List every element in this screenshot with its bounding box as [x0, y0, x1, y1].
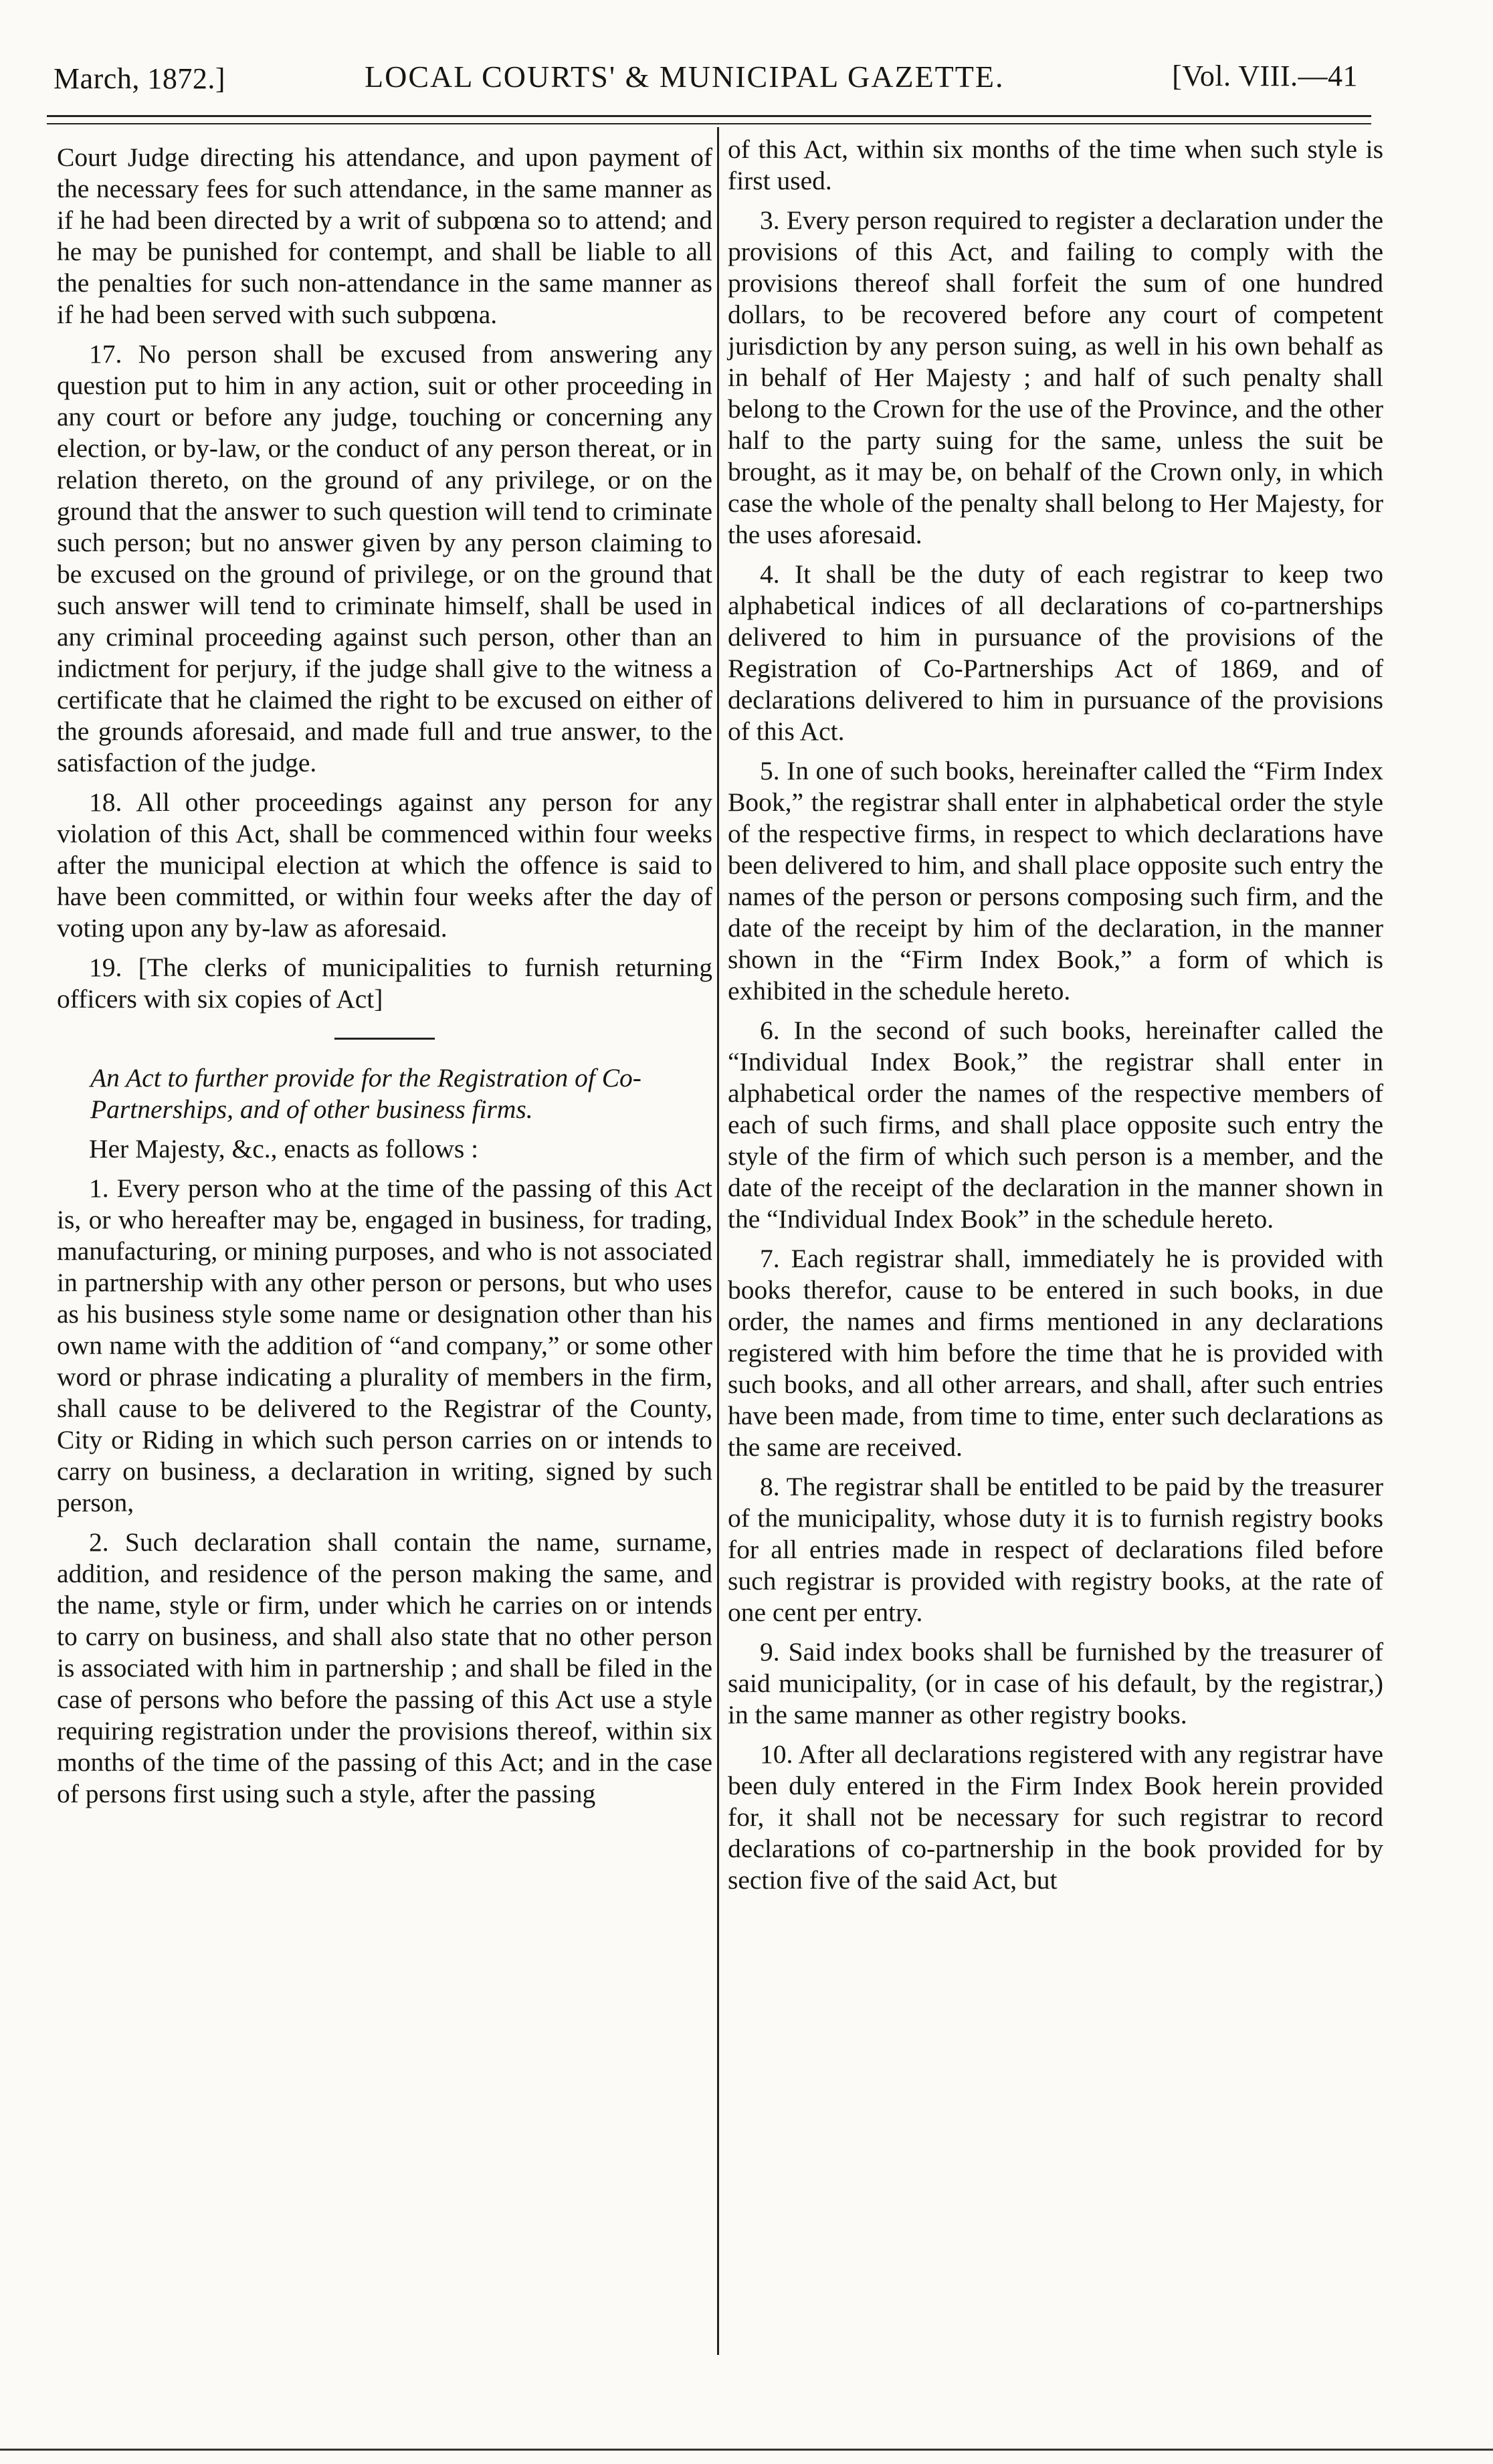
page-header: [54, 54, 1365, 100]
section-9: 9. Said index books shall be furnished by the treasurer of said municipality, (or in case of his default, by the registrar,) in the same manner as other registry books.: [728, 1637, 1383, 1729]
paragraph-continued: Court Judge directing his attendance, and upon payment of the necessary fees for such attendance, in the same manner as if he had been directed by a writ of subpœna so to attend; and he may be punished for contempt, and shall be liable to all the penalties for such non-attendance in the same manner as if he had been served with such subpœna.: [57, 143, 712, 329]
publication-title: LOCAL COURTS' & MUNICIPAL GAZETTE.: [365, 60, 1005, 94]
section-3: 3. Every person required to register a declaration under the provisions of this Act, and failing to comply with the provisions thereof shall forfeit the sum of one hundred dollars, to be recovered before any court of competent jurisdiction by any person suing, as well in his own behalf as in behalf of Her Majesty ; and half of such penalty shall belong to the Crown for the use of the Province, and the other half to the party suing for the same, unless the suit be brought, as it may be, on behalf of the Crown only, in which case the whole of the penalty shall belong to Her Majesty, for the uses aforesaid.: [728, 205, 1383, 549]
section-4: 4. It shall be the duty of each registrar to keep two alphabetical indices of all declarations of co-partnerships delivered to him in pursuance of the provisions of the Registration of Co-Partnerships Act of 1869, and of declarations delivered to him in pursuance of the provisions of this Act.: [728, 559, 1383, 746]
section-divider: [334, 1038, 435, 1040]
act-title: An Act to further provide for the Registration of Co-Partnerships, and of other business firms.: [90, 1063, 641, 1124]
section-17: 17. No person shall be excused from answering any question put to him in any action, suit or other proceeding in any court or before any judge, touching or concerning any election, or by-law, or the conduct of any person thereat, or in relation thereto, on the ground of any privilege, or on the ground that the answer to such question will tend to criminate such person; but no answer given by any person claiming to be excused on the ground of privilege, or on the ground that such answer will tend to criminate himself, shall be used in any criminal proceeding against such person, other than an indictment for perjury, if the judge shall give to the witness a certificate that he claimed the right to be excused on either of the grounds aforesaid, and made full and true answer, to the satisfaction of the judge.: [57, 339, 712, 777]
volume-page-number: [Vol. VIII.—41: [1172, 60, 1358, 92]
header-rule-top: [47, 115, 1371, 117]
right-column: [728, 134, 1383, 1904]
section-6: 6. In the second of such books, hereinafter called the “Individual Index Book,” the registrar shall enter in alphabetical order the names of the respective members of each of such firms, and shall place opposite such entry the style of the firm of which such person is a member, and the date of the receipt of the declaration in the manner shown in the “Individual Index Book” in the schedule hereto.: [728, 1016, 1383, 1234]
section-1: 1. Every person who at the time of the passing of this Act is, or who hereafter may be, engaged in business, for trading, manufacturing, or mining purposes, and who is not associated in partnership with any other person or persons, but who uses as his business style some name or designation other than his own name with the addition of “and company,” or some other word or phrase indicating a plurality of members in the firm, shall cause to be delivered to the Registrar of the County, City or Riding in which such person carries on or intends to carry on business, a declaration in writing, signed by such person,: [57, 1173, 712, 1517]
issue-date: March, 1872.]: [54, 62, 225, 95]
section-10: 10. After all declarations registered with any registrar have been duly entered in the Firm Index Book herein provided for, it shall not be necessary for such registrar to record declarations of co-partnership in the book provided for by section five of the said Act, but: [728, 1739, 1383, 1895]
column-separator: [717, 127, 719, 2355]
page-bottom-edge: [0, 2449, 1493, 2451]
section-8: 8. The registrar shall be entitled to be paid by the treasurer of the municipality, whose duty it is to furnish registry books for all entries made in respect of declarations filed before such registrar is provided with registry books, at the rate of one cent per entry.: [728, 1472, 1383, 1627]
gazette-page: [47, 40, 1385, 2422]
left-column: [57, 142, 712, 1818]
section-7: 7. Each registrar shall, immediately he is provided with books therefor, cause to be entered in such books, in due order, the names and firms mentioned in any declarations registered with him before the time that he is provided with such books, and all other arrears, and shall, after such entries have been made, from time to time, enter such declarations as the same are received.: [728, 1244, 1383, 1462]
section-19: 19. [The clerks of municipalities to furnish returning officers with six copies of Act]: [57, 953, 712, 1014]
header-rule-bottom: [47, 123, 1371, 124]
section-2: 2. Such declaration shall contain the name, surname, addition, and residence of the person making the same, and the name, style or firm, under which he carries on or intends to carry on business, and shall also state that no other person is associated with him in partnership ; and shall be filed in the case of persons who before the passing of this Act use a style requiring registration under the provisions thereof, within six months of the time of the passing of this Act; and in the case of persons first using such a style, after the passing: [57, 1527, 712, 1808]
section-18: 18. All other proceedings against any person for any violation of this Act, shall be commenced within four weeks after the municipal election at which the offence is said to have been committed, or within four weeks after the day of voting upon any by-law as aforesaid.: [57, 787, 712, 943]
paragraph-continued-right: of this Act, within six months of the time when such style is first used.: [728, 134, 1383, 195]
enacting-clause: Her Majesty, &c., enacts as follows :: [89, 1134, 479, 1163]
section-5: 5. In one of such books, hereinafter called the “Firm Index Book,” the registrar shall enter in alphabetical order the style of the respective firms, in respect to which declarations have been delivered to him, and shall place opposite such entry the names of the person or persons composing such firm, and the date of the receipt by him of the declaration, in the manner shown in the “Firm Index Book,” a form of which is exhibited in the schedule hereto.: [728, 756, 1383, 1006]
